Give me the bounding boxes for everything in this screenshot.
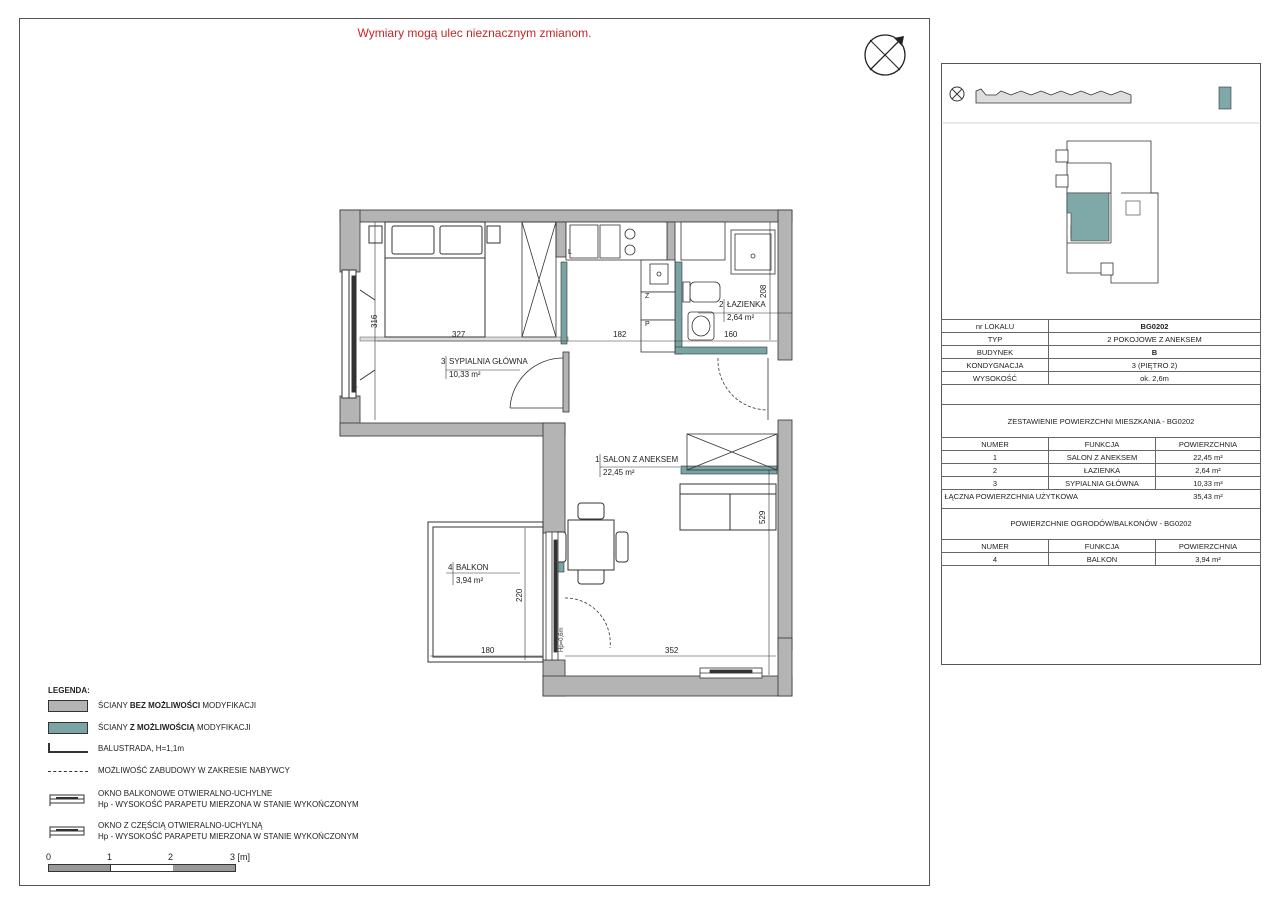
legend-item-fixed-walls: ŚCIANY BEZ MOŻLIWOŚCI MODYFIKACJI (48, 700, 256, 712)
areas-header-row (942, 438, 1261, 451)
balconies-header-row (942, 540, 1261, 553)
header-cell: POWIERZCHNIA (1156, 540, 1261, 553)
room-balcony-name: BALKON (456, 563, 489, 572)
living-wardrobe (687, 434, 777, 470)
table-row (942, 477, 1261, 490)
legend-title: LEGENDA: (48, 686, 90, 695)
room-living-number: 1 (595, 455, 600, 464)
appliance-z: Z (645, 293, 650, 300)
dimensions-warning: Wymiary mogą ulec nieznacznym zmianom. (357, 26, 592, 40)
window-icon (48, 820, 88, 842)
table-row (942, 451, 1261, 464)
balcony-window-icon (48, 788, 88, 810)
dim-327: 327 (452, 330, 466, 339)
header-cell: NUMER (942, 438, 1049, 451)
cell: 1 (942, 451, 1049, 464)
info-value: 2 POKOJOWE Z ANEKSEM (1049, 333, 1261, 346)
info-value: B (1049, 346, 1261, 359)
bathroom-fixtures (681, 222, 775, 340)
room-bathroom-area: 2,64 m² (727, 313, 755, 322)
room-bedroom-number: 3 (441, 357, 446, 366)
compass-icon (865, 35, 905, 75)
key-plan (941, 63, 1261, 313)
hp-living-label: Hp=0,6m (559, 627, 565, 652)
header-cell: POWIERZCHNIA (1156, 438, 1261, 451)
unit-info-table (941, 319, 1261, 385)
cell: 4 (942, 553, 1049, 566)
balconies-title: POWIERZCHNIE OGRODÓW/BALKONÓW - BG0202 (1010, 519, 1192, 528)
balustrade-icon (48, 743, 88, 753)
info-row (942, 359, 1261, 372)
cell: 3,94 m² (1156, 553, 1261, 566)
info-row (942, 372, 1261, 385)
info-row (942, 346, 1261, 359)
cell: BALKON (1049, 553, 1156, 566)
info-value: 3 (PIĘTRO 2) (1049, 359, 1261, 372)
balconies-table (941, 539, 1261, 566)
balcony (428, 522, 543, 662)
room-living-area: 22,45 m² (603, 468, 635, 477)
appliance-l: L (568, 249, 572, 256)
areas-table (941, 437, 1261, 502)
areas-title: ZESTAWIENIE POWIERZCHNI MIESZKANIA - BG0202 (1007, 417, 1195, 426)
info-value: BG0202 (1049, 320, 1261, 333)
dim-182: 182 (613, 330, 627, 339)
cell: 22,45 m² (1156, 451, 1261, 464)
header-cell: FUNKCJA (1049, 540, 1156, 553)
table-row (942, 464, 1261, 477)
cell: 2,64 m² (1156, 464, 1261, 477)
dim-316: 316 (370, 314, 379, 328)
dim-529: 529 (758, 510, 767, 524)
appliance-p: P (645, 321, 650, 328)
legend-item-balcony-window: OKNO BALKONOWE OTWIERALNO-UCHYLNE Hp - WYSOKOŚĆ PARAPETU MIERZONA W STANIE WYKOŃCZONYM (48, 788, 359, 810)
scale-tick-1: 1 (107, 852, 113, 862)
key-plan-compass-icon (950, 87, 964, 101)
dim-160: 160 (724, 330, 738, 339)
info-label: WYSOKOŚĆ (942, 372, 1049, 385)
info-label: BUDYNEK (942, 346, 1049, 359)
dim-220: 220 (515, 588, 524, 602)
bed (369, 222, 500, 337)
dim-352: 352 (665, 646, 679, 655)
cell: SYPIALNIA GŁÓWNA (1049, 477, 1156, 490)
legend-item-balustrade: BALUSTRADA, H=1,1m (48, 743, 184, 754)
dim-208: 208 (759, 284, 768, 298)
scale-tick-0: 0 (46, 852, 52, 862)
total-label: ŁĄCZNA POWIERZCHNIA UŻYTKOWA (944, 491, 1078, 501)
cell: 2 (942, 464, 1049, 477)
info-label: TYP (942, 333, 1049, 346)
dashed-line-icon (48, 771, 88, 772)
living-window (700, 668, 762, 678)
header-cell: FUNKCJA (1049, 438, 1156, 451)
modifiable-wall-swatch (48, 722, 88, 734)
bathroom-door (718, 358, 768, 420)
legend-item-modifiable-walls: ŚCIANY Z MOŻLIWOŚCIĄ MODYFIKACJI (48, 722, 251, 734)
cell: 3 (942, 477, 1049, 490)
room-balcony-number: 4 (448, 563, 453, 572)
dim-180: 180 (481, 646, 495, 655)
fixed-wall-swatch (48, 700, 88, 712)
bedroom-window (342, 270, 375, 398)
table-row (942, 553, 1261, 566)
room-bedroom-name: SYPIALNIA GŁÓWNA (449, 357, 528, 366)
info-row (942, 320, 1261, 333)
legend-item-buildable: MOŻLIWOŚĆ ZABUDOWY W ZAKRESIE NABYWCY (48, 765, 290, 776)
info-label: nr LOKALU (942, 320, 1049, 333)
cell: ŁAZIENKA (1049, 464, 1156, 477)
room-balcony-area: 3,94 m² (456, 576, 484, 585)
scale-tick-2: 2 (168, 852, 174, 862)
room-bathroom-name: ŁAZIENKA (727, 300, 766, 309)
hp-bedroom-label: Hp=0,6m (352, 367, 358, 392)
bedroom-wardrobe (522, 222, 556, 337)
scale-tick-3: 3 [m] (230, 852, 251, 862)
total-value: 35,43 m² (1193, 491, 1223, 501)
legend-item-window: OKNO Z CZĘŚCIĄ OTWIERALNO-UCHYLNĄ Hp - WYSOKOŚĆ PARAPETU MIERZONA W STANIE WYKOŃCZONYM (48, 820, 359, 842)
total-row (942, 490, 1261, 503)
info-label: KONDYGNACJA (942, 359, 1049, 372)
room-bedroom-area: 10,33 m² (449, 370, 481, 379)
cell: SALON Z ANEKSEM (1049, 451, 1156, 464)
header-cell: NUMER (942, 540, 1049, 553)
room-bathroom-number: 2 (719, 300, 724, 309)
info-row (942, 333, 1261, 346)
info-value: ok. 2,6m (1049, 372, 1261, 385)
cell: 10,33 m² (1156, 477, 1261, 490)
room-living-name: SALON Z ANEKSEM (603, 455, 679, 464)
